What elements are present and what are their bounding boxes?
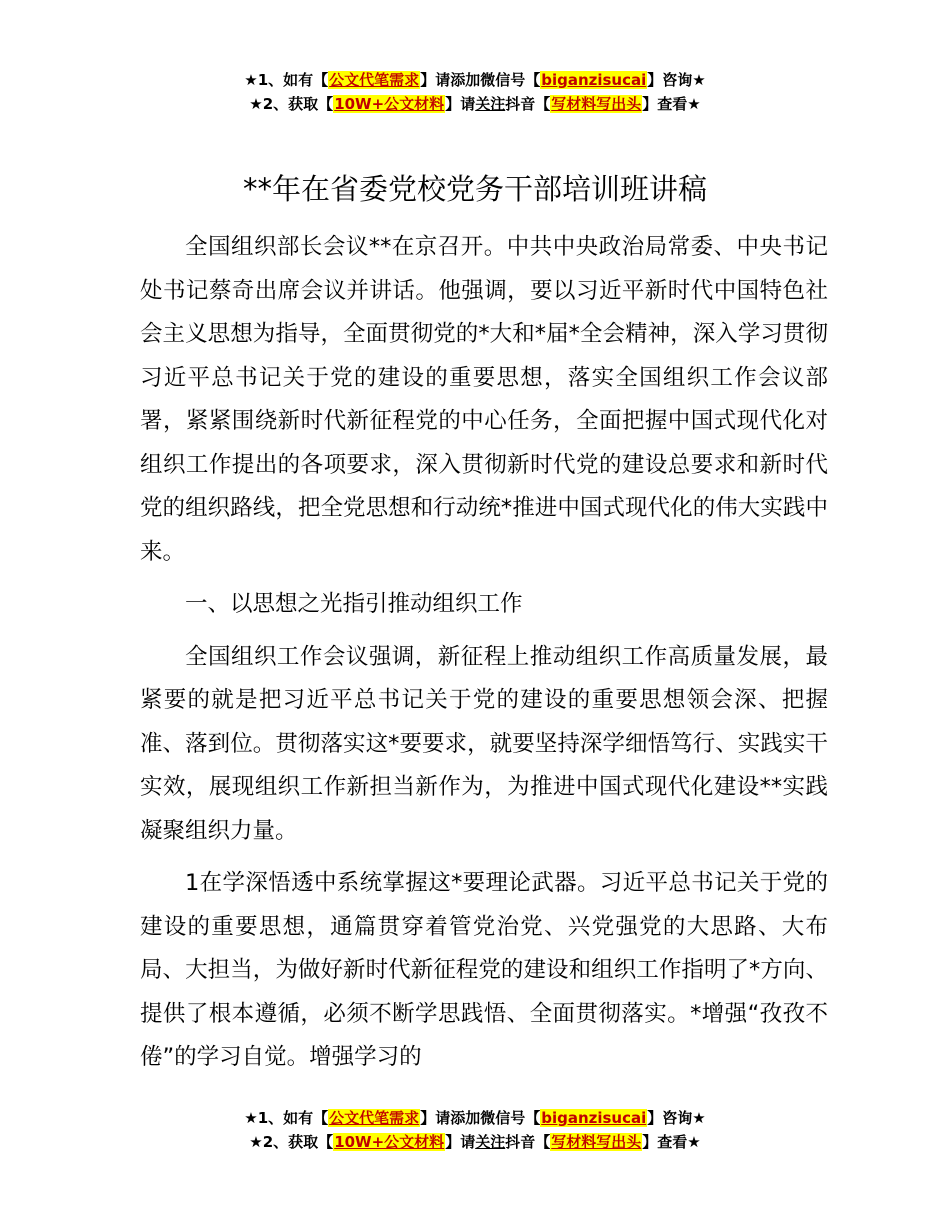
banner-line-1	[0, 1106, 950, 1130]
banner-underlined-text: 关注	[475, 1133, 506, 1151]
banner-text: 】请添加微信号【	[420, 1109, 541, 1127]
banner-text: 】查看★	[642, 95, 701, 113]
banner-text: ★2、获取【	[249, 95, 334, 113]
banner-text: ★2、获取【	[249, 1133, 334, 1151]
header-banner	[0, 68, 950, 116]
banner-line-1	[0, 68, 950, 92]
highlight-wechat-id: biganzisucai	[541, 71, 647, 89]
section-heading: 一、以思想之光指引推动组织工作	[185, 591, 523, 617]
banner-line-2	[0, 1130, 950, 1154]
footer-banner	[0, 1106, 950, 1154]
banner-text: 】查看★	[642, 1133, 701, 1151]
banner-text: 】请	[445, 1133, 476, 1151]
banner-line-2	[0, 92, 950, 116]
highlight-douyin-account: 写材料写出头	[551, 1133, 642, 1151]
highlight-materials: 10W+公文材料	[334, 95, 445, 113]
paragraph-section-1: 全国组织工作会议强调，新征程上推动组织工作高质量发展，最紧要的就是把习近平总书记关于党的建设的重要思想领会深、把握准、落到位。贯彻落实这*要要求，就要坚持深学细悟笃行、实践实干实效，展现组织工作新担当新作为，为推进中国式现代化建设**实践凝聚组织力量。	[140, 643, 828, 844]
banner-text: 抖音【	[505, 95, 551, 113]
document-body	[140, 226, 828, 1089]
paragraph-point-1: 1在学深悟透中系统掌握这*要理论武器。习近平总书记关于党的建设的重要思想，通篇贯穿着管党治党、兴党强党的大思路、大布局、大担当，为做好新时代新征程党的建设和组织工作指明了*方向、提供了根本遵循，必须不断学思践悟、全面贯彻落实。*增强“孜孜不倦”的学习自觉。增强学习的	[140, 870, 828, 1070]
highlight-service: 公文代笔需求	[329, 1109, 420, 1127]
banner-text: 】请添加微信号【	[420, 71, 541, 89]
highlight-wechat-id: biganzisucai	[541, 1109, 647, 1127]
document-title: **年在省委党校党务干部培训班讲稿	[242, 172, 707, 206]
highlight-douyin-account: 写材料写出头	[551, 95, 642, 113]
banner-text: 】咨询★	[647, 71, 706, 89]
banner-text: 抖音【	[505, 1133, 551, 1151]
banner-text: 】咨询★	[647, 1109, 706, 1127]
paragraph-intro: 全国组织部长会议**在京召开。中共中央政治局常委、中央书记处书记蔡奇出席会议并讲话。他强调，要以习近平新时代中国特色社会主义思想为指导，全面贯彻党的*大和*届*全会精神，深入学习贯彻习近平总书记关于党的建设的重要思想，落实全国组织工作会议部署，紧紧围绕新时代新征程党的中心任务，全面把握中国式现代化对组织工作提出的各项要求，深入贯彻新时代党的建设总要求和新时代党的组织路线，把全党思想和行动统*推进中国式现代化的伟大实践中来。	[140, 234, 828, 565]
banner-text: ★1、如有【	[244, 1109, 329, 1127]
highlight-service: 公文代笔需求	[329, 71, 420, 89]
banner-underlined-text: 关注	[475, 95, 506, 113]
highlight-materials: 10W+公文材料	[334, 1133, 445, 1151]
banner-text: ★1、如有【	[244, 71, 329, 89]
banner-text: 】请	[445, 95, 476, 113]
